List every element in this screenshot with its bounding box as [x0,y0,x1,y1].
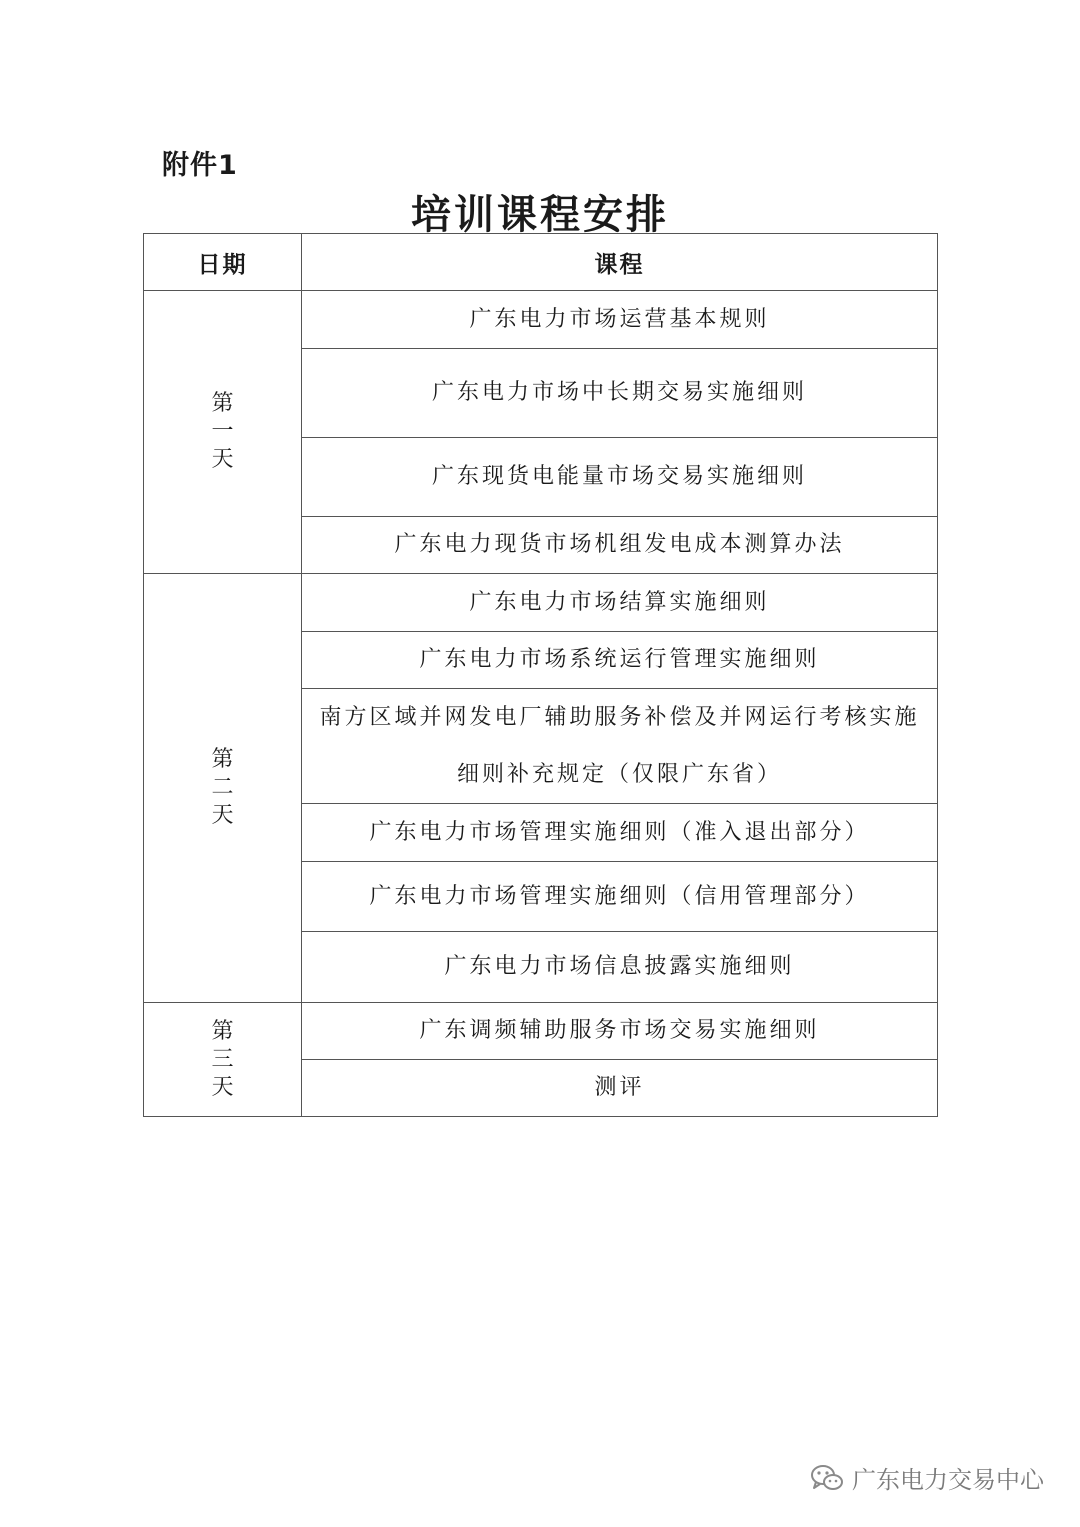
wechat-icon [810,1463,844,1493]
course-cell: 广东现货电能量市场交易实施细则 [302,438,938,517]
course-cell: 广东电力现货市场机组发电成本测算办法 [302,517,938,574]
course-cell: 南方区域并网发电厂辅助服务补偿及并网运行考核实施细则补充规定（仅限广东省） [302,689,938,804]
course-cell: 广东电力市场结算实施细则 [302,574,938,632]
day-cell [144,1003,302,1117]
course-cell: 广东电力市场中长期交易实施细则 [302,349,938,438]
header-date: 日期 [144,234,302,291]
course-cell: 广东电力市场管理实施细则（信用管理部分） [302,862,938,932]
course-cell: 广东电力市场系统运行管理实施细则 [302,632,938,689]
table-header-row [144,234,938,291]
course-schedule-table [143,233,938,1117]
day-label: 第二天 [211,747,234,828]
course-cell: 广东电力市场信息披露实施细则 [302,932,938,1003]
header-course: 课程 [302,234,938,291]
day-label: 第一天 [211,391,234,472]
watermark [810,1460,1044,1495]
page-title: 培训课程安排 [411,192,669,238]
course-cell: 广东电力市场运营基本规则 [302,291,938,349]
attachment-label: 附件1 [162,150,238,181]
table-row [144,1003,938,1060]
day-cell [144,574,302,1003]
watermark-text: 广东电力交易中心 [852,1466,1044,1494]
table-row [144,574,938,632]
course-cell: 广东调频辅助服务市场交易实施细则 [302,1003,938,1060]
course-cell: 广东电力市场管理实施细则（准入退出部分） [302,804,938,862]
table-row [144,291,938,349]
day-label: 第三天 [211,1018,234,1100]
day-cell [144,291,302,574]
course-cell: 测评 [302,1060,938,1117]
